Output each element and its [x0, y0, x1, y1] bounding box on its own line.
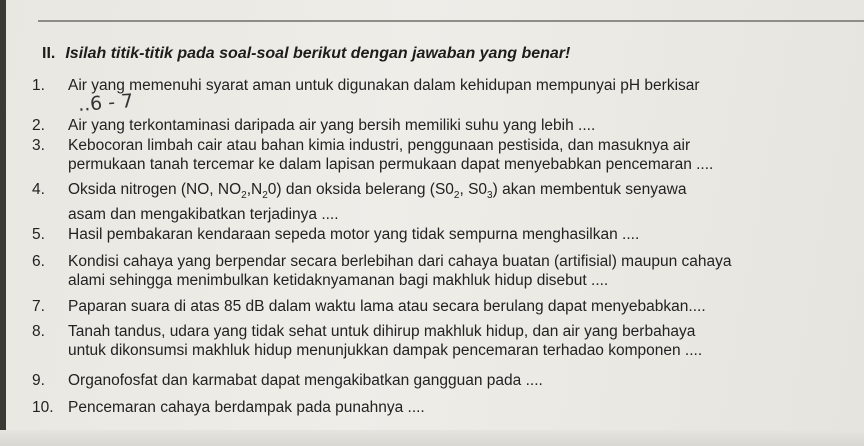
section-heading — [42, 45, 570, 63]
question-text: Organofosfat dan karmabat dapat mengakibatkan gangguan pada .... — [68, 372, 543, 389]
question-number: 5. — [32, 226, 45, 243]
question-text-line-1: Kebocoran limbah cair atau bahan kimia industri, penggunaan pestisida, dan masuknya air — [68, 137, 691, 154]
question-1 — [8, 76, 858, 95]
question-text: Pencemaran cahaya berdampak pada punahnya .... — [68, 399, 425, 416]
question-number: 2. — [32, 117, 45, 134]
question-number: 3. — [32, 137, 45, 154]
question-number: 10. — [32, 399, 54, 416]
page-bottom-edge — [0, 430, 864, 446]
question-text: Air yang terkontaminasi daripada air yang bersih memiliki suhu yang lebih .... — [68, 117, 596, 134]
question-text-line-2: permukaan tanah tercemar ke dalam lapisan permukaan dapat menyebabkan pencemaran .... — [68, 156, 714, 173]
question-number: 9. — [32, 372, 45, 389]
question-5 — [8, 225, 858, 244]
section-instruction: Isilah titik-titik pada soal-soal berikut dengan jawaban yang benar! — [65, 45, 571, 62]
question-8 — [8, 322, 858, 360]
question-number: 6. — [32, 253, 45, 270]
question-text-line-1: Tanah tandus, udara yang tidak sehat untuk dihirup makhluk hidup, dan air yang berbahaya — [68, 323, 696, 340]
question-text-line-2: untuk dikonsumsi makhluk hidup menunjukkan dampak pencemaran terhadao komponen .... — [68, 342, 703, 359]
question-7 — [8, 297, 858, 316]
question-number: 4. — [32, 181, 45, 198]
top-rule — [38, 20, 864, 22]
question-10 — [8, 398, 858, 417]
question-6 — [8, 252, 858, 290]
question-text: Hasil pembakaran kendaraan sepeda motor yang tidak sempurna menghasilkan .... — [68, 226, 640, 243]
page-left-shadow — [0, 0, 6, 446]
question-number: 7. — [32, 298, 45, 315]
handwritten-answer: ..6 - 7 — [77, 90, 134, 116]
question-text-line-1: Oksida nitrogen (NO, $NO_2,N_20$) dan oksida belerang ($S0_2$, $S0_3$) akan membentuk senyawa — [68, 181, 687, 202]
question-text-line-1: Kondisi cahaya yang berpendar secara berlebihan dari cahaya buatan (artifisial) maupun cahaya — [68, 253, 732, 270]
question-number: 1. — [32, 77, 45, 94]
question-2 — [8, 116, 858, 135]
question-3 — [8, 136, 858, 174]
question-text: Air yang memenuhi syarat aman untuk digunakan dalam kehidupan mempunyai pH berkisar — [68, 77, 700, 94]
question-4 — [8, 180, 858, 224]
question-text-line-2: alami sehingga menimbulkan ketidaknyamanan bagi makhluk hidup disebut .... — [68, 272, 609, 289]
question-text: Paparan suara di atas 85 dB dalam waktu lama atau secara berulang dapat menyebabkan.... — [68, 298, 706, 315]
section-number: II. — [42, 45, 56, 62]
question-number: 8. — [32, 323, 45, 340]
question-text-line-2: asam dan mengakibatkan terjadinya .... — [68, 206, 339, 224]
question-9 — [8, 371, 858, 390]
